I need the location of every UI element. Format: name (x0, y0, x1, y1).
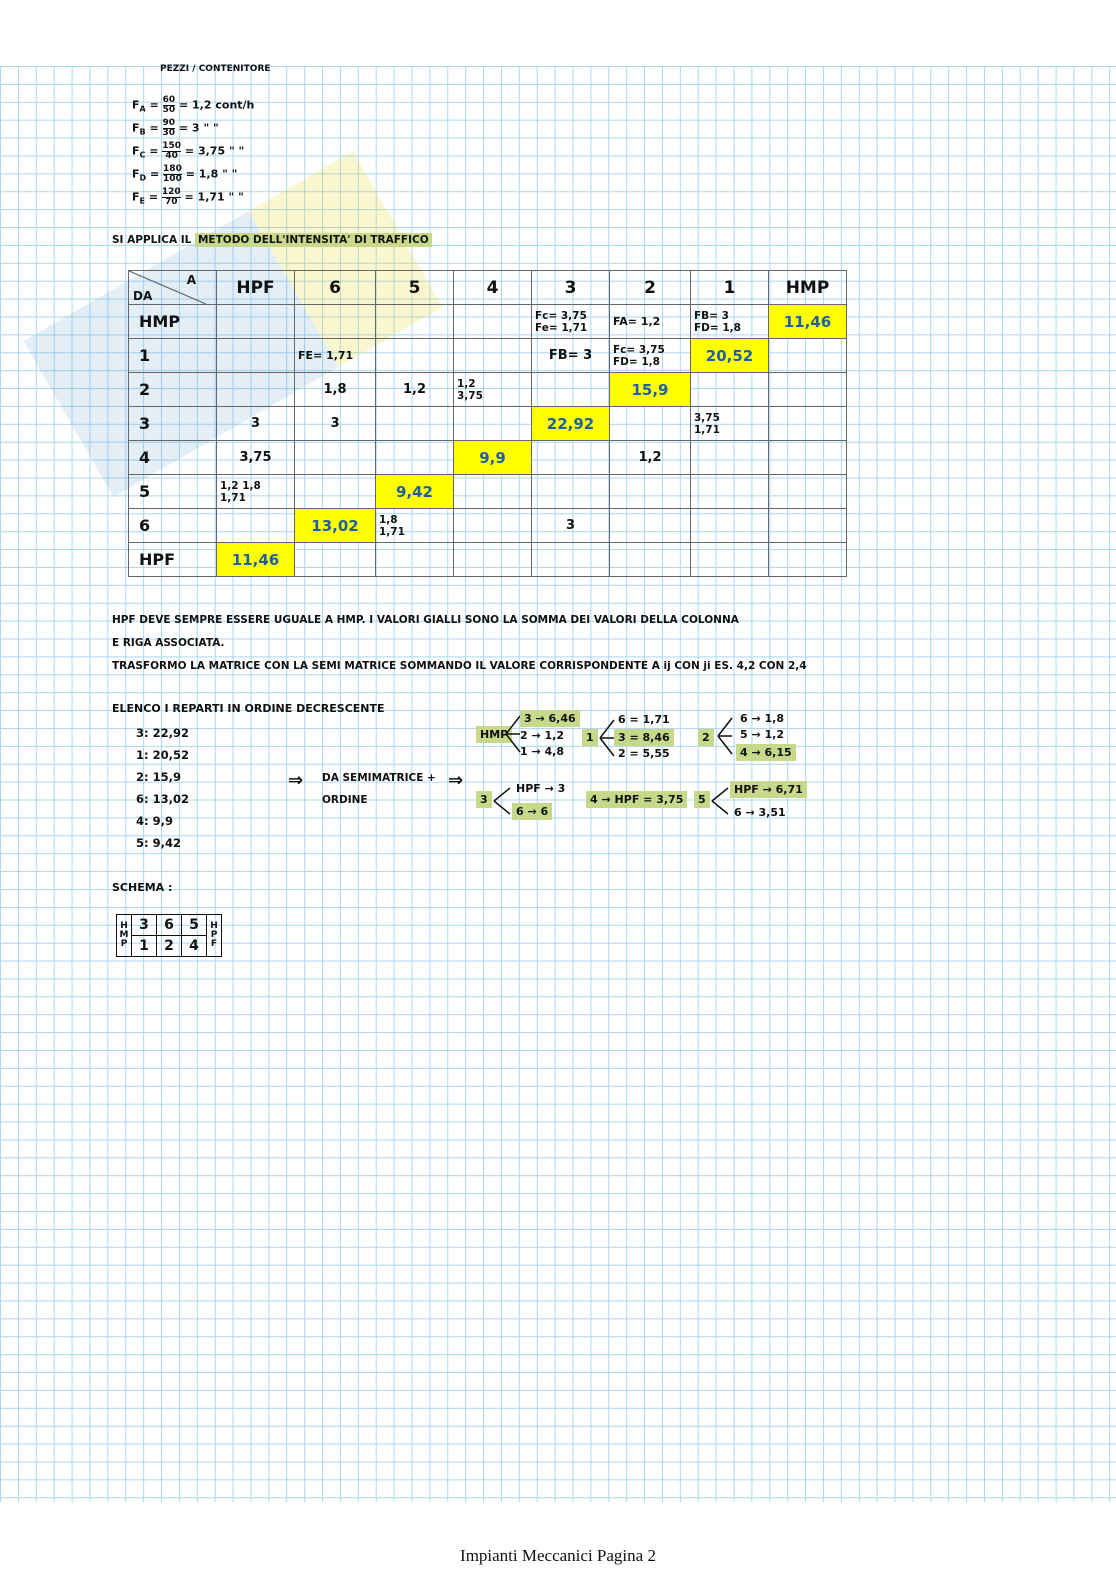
matrix-cell-value: 1,71 (694, 423, 720, 436)
formula-den: 40 (165, 151, 178, 161)
implies-arrow-right: ⇒ (448, 770, 464, 791)
matrix-cell (376, 305, 454, 339)
matrix-cell (454, 373, 532, 407)
tree-5-root: 5 (694, 791, 710, 808)
ranking-item: 3: 22,92 (136, 726, 189, 740)
matrix-cell (454, 509, 532, 543)
matrix-col-header: 4 (454, 271, 532, 305)
matrix-cell (769, 407, 847, 441)
ranking-item: 2: 15,9 (136, 770, 181, 784)
matrix-cell: 22,92 (532, 407, 610, 441)
formula-num: 120 (161, 187, 181, 197)
layout-schema (116, 914, 222, 957)
formula-sub: C (139, 150, 146, 160)
matrix-cell (454, 475, 532, 509)
matrix-cell: 11,46 (769, 305, 847, 339)
matrix-cell (217, 339, 295, 373)
formula-result: = 1,71 (184, 190, 225, 204)
matrix-cell (295, 441, 376, 475)
formula-unit: " " (228, 190, 244, 204)
matrix-cell (610, 407, 691, 441)
ranking-item: 5: 9,42 (136, 836, 181, 850)
matrix-cell (454, 543, 532, 577)
matrix-cell-value: 1,8 (379, 513, 398, 526)
matrix-cell-value: Fe= 1,71 (535, 321, 588, 334)
matrix-cell: 9,9 (454, 441, 532, 475)
matrix-cell (376, 339, 454, 373)
matrix-cell (217, 305, 295, 339)
matrix-cell (691, 305, 769, 339)
formula-sub: E (139, 196, 145, 206)
matrix-cell (454, 339, 532, 373)
formula-row: $F_C$ = $\frac{150}{40}$ = 3,75 " " (132, 141, 245, 161)
tree-5-arrows (710, 784, 732, 818)
matrix-cell (376, 543, 454, 577)
matrix-cell (769, 373, 847, 407)
matrix-col-header: 1 (691, 271, 769, 305)
tree-2-branch-2: 5 → 1,2 (740, 728, 785, 741)
matrix-cell (295, 543, 376, 577)
tree-1-branch-1: 6 = 1,71 (618, 713, 670, 726)
matrix-col-header: 2 (610, 271, 691, 305)
formula-row: $F_A$ = $\frac{60}{50}$ = 1,2 cont/h (132, 95, 255, 115)
matrix-row-header: 4 (129, 441, 217, 475)
matrix-corner-from: DA (133, 289, 153, 303)
matrix-cell (610, 543, 691, 577)
matrix-cell (769, 543, 847, 577)
formula-lhs: F (132, 167, 140, 181)
matrix-cell (769, 509, 847, 543)
formula-row: $F_B$ = $\frac{90}{30}$ = 3 " " (132, 118, 219, 138)
formula-lhs: F (132, 144, 140, 158)
formula-lhs: F (132, 121, 140, 135)
matrix-cell (610, 339, 691, 373)
tree-4-branch-label: → HPF = 3,75 (601, 793, 684, 806)
formula-den: 50 (162, 105, 176, 115)
formula-fraction (162, 142, 181, 161)
matrix-cell: FA= 1,2 (610, 305, 691, 339)
formula-fraction (162, 188, 181, 207)
matrix-cell (217, 475, 295, 509)
page-footer: Impianti Meccanici Pagina 2 (460, 1546, 656, 1565)
formula-unit: cont/h (215, 98, 255, 112)
matrix-cell (691, 441, 769, 475)
formula-fraction (163, 165, 182, 184)
schema-cell: 1 (132, 936, 157, 957)
matrix-cell (532, 441, 610, 475)
matrix-cell (769, 339, 847, 373)
tree-2-root: 2 (698, 729, 714, 746)
matrix-cell (532, 543, 610, 577)
tree-5-branch-1: HPF → 6,71 (730, 781, 807, 798)
matrix-cell (691, 407, 769, 441)
tree-4-branch (586, 791, 687, 808)
note-line-1: HPF DEVE SEMPRE ESSERE UGUALE A HMP. I VALORI GIALLI SONO LA SOMMA DEI VALORI DELLA COLONNA (112, 614, 739, 626)
matrix-cell: 3 (295, 407, 376, 441)
matrix-cell (691, 509, 769, 543)
matrix-cell-value: 1,2 (457, 377, 476, 390)
method-highlight: METODO DELL'INTENSITA' DI TRAFFICO (195, 233, 432, 247)
tree-3-branch-2: 6 → 6 (512, 803, 552, 820)
matrix-cell (376, 509, 454, 543)
tree-2-branch-3: 4 → 6,15 (736, 744, 796, 761)
ranking-title: ELENCO I REPARTI IN ORDINE DECRESCENTE (112, 702, 385, 715)
formula-row: $F_E$ = $\frac{120}{70}$ = 1,71 " " (132, 187, 244, 207)
matrix-row-header: 3 (129, 407, 217, 441)
matrix-cell-value: 3,75 (457, 389, 483, 402)
matrix-cell: 9,42 (376, 475, 454, 509)
formula-lhs: F (132, 190, 140, 204)
arrow-text-1: DA SEMIMATRICE + (322, 772, 436, 784)
formula-row: $F_D$ = $\frac{180}{100}$ = 1,8 " " (132, 164, 238, 184)
matrix-col-header: 3 (532, 271, 610, 305)
schema-cell: 2 (157, 936, 182, 957)
method-line (112, 234, 432, 246)
formula-unit: " " (222, 167, 238, 181)
matrix-cell (532, 305, 610, 339)
formula-sub: A (139, 104, 146, 114)
formula-fraction (163, 119, 176, 138)
formula-lhs: F (132, 98, 140, 112)
tree-1-branch-2: 3 = 8,46 (614, 729, 674, 746)
matrix-row-header: HPF (129, 543, 217, 577)
arrow-text-2: ORDINE (322, 794, 368, 806)
matrix-cell-value: FD= 1,8 (613, 355, 660, 368)
formula-unit: " " (228, 144, 245, 158)
tree-hmp-branch-2: 2 → 1,2 (520, 729, 565, 742)
formula-result: = 1,2 (178, 98, 212, 112)
matrix-cell (769, 475, 847, 509)
tree-3-branch-1: HPF → 3 (516, 782, 566, 795)
matrix-cell (691, 475, 769, 509)
tree-5-branch-2: 6 → 3,51 (734, 806, 786, 819)
matrix-cell: 1,8 (295, 373, 376, 407)
formula-unit: " " (203, 121, 219, 135)
schema-title: SCHEMA : (112, 881, 173, 894)
formula-fraction (163, 96, 176, 115)
schema-hmp: H M P (117, 915, 132, 957)
matrix-cell: 20,52 (691, 339, 769, 373)
matrix-cell (454, 305, 532, 339)
matrix-row-header: 6 (129, 509, 217, 543)
matrix-cell (532, 373, 610, 407)
matrix-cell-value: 3,75 (694, 411, 720, 424)
tree-1-root: 1 (582, 729, 598, 746)
matrix-cell (610, 475, 691, 509)
formula-den: 100 (163, 174, 182, 184)
matrix-col-header: 6 (295, 271, 376, 305)
ranking-item: 4: 9,9 (136, 814, 173, 828)
pezzi-label: PEZZI / CONTENITORE (160, 64, 271, 74)
matrix-cell (769, 441, 847, 475)
matrix-cell (295, 475, 376, 509)
tree-3-arrows (492, 784, 514, 818)
matrix-corner-to: A (186, 273, 196, 287)
matrix-cell (532, 475, 610, 509)
matrix-cell: 13,02 (295, 509, 376, 543)
matrix-cell (295, 305, 376, 339)
matrix-cell: 3 (532, 509, 610, 543)
matrix-cell: FE= 1,71 (295, 339, 376, 373)
formula-sub: B (139, 127, 146, 137)
ranking-item: 6: 13,02 (136, 792, 189, 806)
matrix-row-header: 1 (129, 339, 217, 373)
schema-cell: 6 (157, 915, 182, 936)
matrix-cell-value: Fc= 3,75 (613, 343, 665, 356)
matrix-cell (454, 407, 532, 441)
tree-hmp-root: HMP (476, 726, 512, 743)
tree-3-root: 3 (476, 791, 492, 808)
matrix-cell (376, 407, 454, 441)
formula-sub: D (139, 173, 147, 183)
tree-hmp-branch-1: 3 → 6,46 (520, 710, 580, 727)
schema-cell: 3 (132, 915, 157, 936)
matrix-cell: 1,2 (610, 441, 691, 475)
formula-den: 30 (162, 128, 176, 138)
matrix-cell-value: Fc= 3,75 (535, 309, 587, 322)
matrix-cell (691, 373, 769, 407)
matrix-cell-value: FB= 3 (694, 309, 729, 322)
matrix-col-header: HPF (217, 271, 295, 305)
tree-hmp-branch-3: 1 → 4,8 (520, 745, 565, 758)
matrix-row-header: HMP (129, 305, 217, 339)
formula-num: 150 (162, 141, 182, 151)
formula-den: 70 (165, 197, 178, 207)
matrix-cell-value: 1,2 1,8 (220, 479, 261, 492)
matrix-cell: 1,2 (376, 373, 454, 407)
tree-2-arrows (716, 714, 736, 758)
matrix-cell: 15,9 (610, 373, 691, 407)
matrix-cell-value: 1,71 (379, 525, 405, 538)
matrix-cell (217, 373, 295, 407)
matrix-cell: 3 (217, 407, 295, 441)
note-line-2: E RIGA ASSOCIATA. (112, 637, 225, 649)
matrix-cell (610, 509, 691, 543)
schema-hpf: H P F (207, 915, 222, 957)
formula-num: 180 (163, 164, 182, 174)
schema-cell: 4 (182, 936, 207, 957)
page-top-margin (0, 0, 1116, 66)
page-bottom-margin (0, 1502, 1116, 1579)
tree-2-branch-1: 6 → 1,8 (740, 712, 785, 725)
tree-4-root: 4 (590, 793, 598, 806)
matrix-row-header: 5 (129, 475, 217, 509)
tree-1-branch-3: 2 = 5,55 (618, 747, 670, 760)
formula-result: = 3 (178, 121, 200, 135)
matrix-cell (217, 509, 295, 543)
formula-result: = 1,8 (185, 167, 219, 181)
matrix-cell (691, 543, 769, 577)
matrix-cell-value: 1,71 (220, 491, 246, 504)
formula-result: = 3,75 (184, 144, 226, 158)
method-prefix: SI APPLICA IL (112, 234, 192, 246)
note-line-3: TRASFORMO LA MATRICE CON LA SEMI MATRICE SOMMANDO IL VALORE CORRISPONDENTE A ij CON ji ES. 4,2 CON 2,4 (112, 660, 807, 672)
matrix-cell: FB= 3 (532, 339, 610, 373)
implies-arrow-left: ⇒ (288, 770, 304, 791)
schema-cell: 5 (182, 915, 207, 936)
matrix-corner (129, 271, 217, 305)
formula-num: 90 (162, 118, 176, 128)
ranking-item: 1: 20,52 (136, 748, 189, 762)
matrix-cell: 11,46 (217, 543, 295, 577)
matrix-col-header: HMP (769, 271, 847, 305)
traffic-matrix (128, 270, 847, 577)
matrix-cell (376, 441, 454, 475)
matrix-cell: 3,75 (217, 441, 295, 475)
matrix-cell-value: FD= 1,8 (694, 321, 741, 334)
formula-num: 60 (162, 95, 176, 105)
matrix-col-header: 5 (376, 271, 454, 305)
matrix-row-header: 2 (129, 373, 217, 407)
